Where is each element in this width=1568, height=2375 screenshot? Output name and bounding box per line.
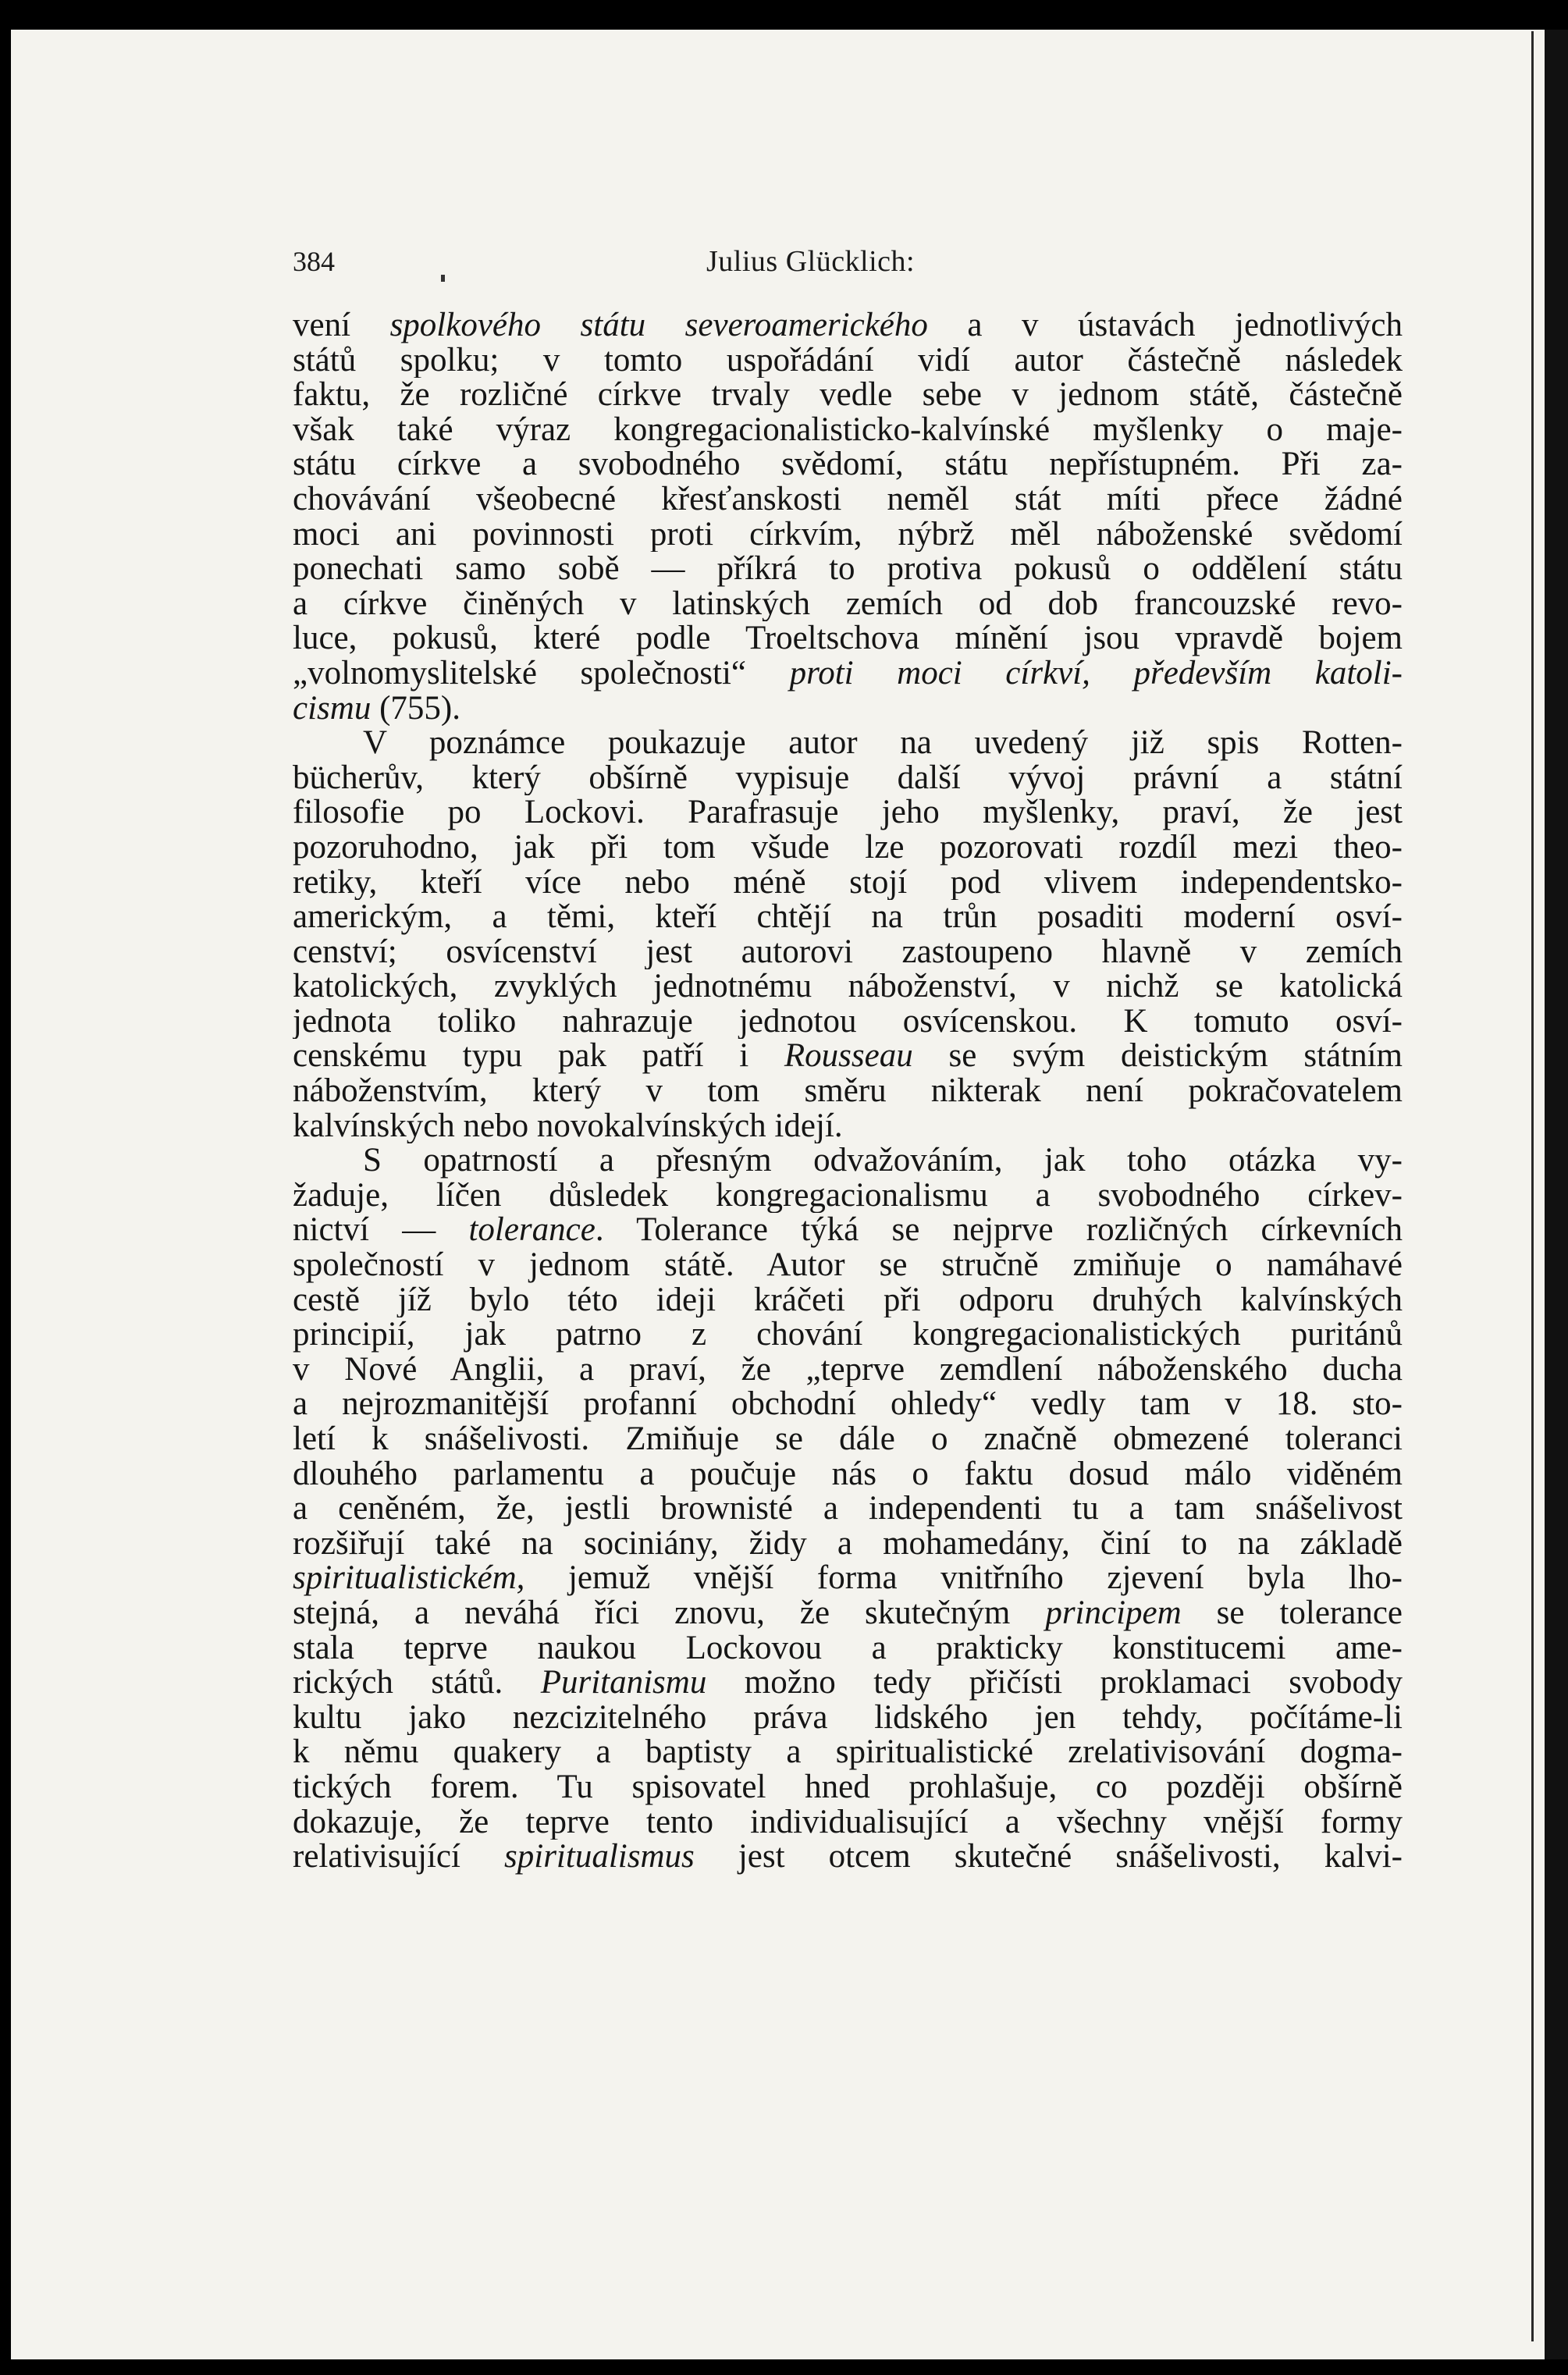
text-span: censkému typu pak patří i — [293, 1039, 784, 1075]
italic-text-span: tolerance — [468, 1213, 596, 1249]
text-line — [293, 1840, 1403, 1875]
text-span: rozšiřují také na sociniány, židy a mohamedány, činí to na základě — [293, 1526, 1403, 1562]
print-mark — [441, 275, 445, 282]
text-line — [293, 1527, 1403, 1562]
text-span: cestě jíž bylo této ideji kráčeti při odporu druhých kalvínských — [293, 1282, 1403, 1318]
text-line — [293, 621, 1403, 656]
text-line — [293, 517, 1403, 553]
text-span: se svým deistickým státním — [912, 1039, 1403, 1075]
text-span: žaduje, líčen důsledek kongregacionalismu a svobodného církev- — [293, 1178, 1403, 1214]
text-line — [293, 1561, 1403, 1596]
text-span: katolických, zvyklých jednotnému náboženství, v nichž se katolická — [293, 969, 1403, 1004]
text-line — [293, 1317, 1403, 1353]
text-span: a nejrozmanitější profanní obchodní ohledy“ vedly tam v 18. sto- — [293, 1387, 1403, 1422]
text-line — [293, 1491, 1403, 1527]
text-line — [293, 900, 1403, 935]
text-line — [293, 830, 1403, 866]
text-span: V poznámce poukazuje autor na uvedený již spis Rotten- — [363, 726, 1403, 761]
text-line — [293, 795, 1403, 830]
text-span: (755). — [371, 691, 460, 727]
text-line — [293, 656, 1403, 692]
text-span: tických forem. Tu spisovatel hned prohlašuje, co později obšírně — [293, 1769, 1403, 1805]
italic-text-span: cismu — [293, 691, 372, 727]
text-line — [293, 1387, 1403, 1422]
text-span: „volnomyslitelské společnosti“ — [293, 656, 790, 692]
text-line — [293, 1666, 1403, 1701]
text-span: v Nové Anglii, a praví, že „teprve zemdlení náboženského ducha — [293, 1352, 1403, 1388]
text-span: faktu, že rozličné církve trvaly vedle sebe v jednom státě, částečně — [293, 378, 1403, 413]
text-span: k němu quakery a baptisty a spiritualistické zrelativisování dogma- — [293, 1735, 1403, 1770]
text-line — [293, 726, 1403, 761]
text-span: vení — [293, 308, 390, 343]
text-span: stala teprve naukou Lockovou a prakticky konstitucemi ame- — [293, 1630, 1403, 1666]
text-span: státu církve a svobodného svědomí, státu nepřístupném. Při za- — [293, 447, 1403, 482]
body-text — [293, 308, 1403, 1875]
italic-text-span: spolkového státu severoamerického — [389, 308, 928, 343]
text-span: ponechati samo sobě — příkrá to protiva pokusů o oddělení státu — [293, 552, 1403, 587]
text-span: retiky, kteří více nebo méně stojí pod vlivem independentsko- — [293, 865, 1403, 901]
text-line — [293, 1004, 1403, 1040]
text-span: dokazuje, že teprve tento individualisující a všechny vnější formy — [293, 1804, 1403, 1840]
text-span: filosofie po Lockovi. Parafrasuje jeho myšlenky, praví, že jest — [293, 795, 1403, 830]
text-span: kalvínských nebo novokalvínských idejí. — [293, 1108, 843, 1144]
scan-edge-strip — [1545, 30, 1568, 2359]
text-line — [293, 1213, 1403, 1248]
text-line — [293, 308, 1403, 343]
text-line — [293, 761, 1403, 796]
text-line — [293, 1179, 1403, 1214]
text-span: rických států. — [293, 1666, 541, 1701]
text-span: a ceněném, že, jestli brownisté a independenti tu a tam snášelivost — [293, 1491, 1403, 1527]
text-span: bücherův, který obšírně vypisuje další vývoj právní a státní — [293, 760, 1403, 796]
italic-text-span: principem — [1045, 1595, 1182, 1631]
italic-text-span: Rousseau — [784, 1039, 913, 1075]
text-line — [293, 1109, 1403, 1144]
text-line — [293, 552, 1403, 587]
text-line — [293, 343, 1403, 379]
page-number: 384 — [293, 246, 335, 277]
text-span: . Tolerance týká se nejprve rozličných církevních — [595, 1213, 1403, 1249]
text-span: relativisující — [293, 1840, 505, 1875]
text-line — [293, 413, 1403, 448]
text-span: chovávání všeobecné křesťanskosti neměl stát míti přece žádné — [293, 482, 1403, 517]
text-line — [293, 866, 1403, 901]
text-span: společností v jednom státě. Autor se stručně zmiňuje o namáhavé — [293, 1248, 1403, 1283]
text-span: luce, pokusů, které podle Troeltschova mínění jsou vpravdě bojem — [293, 621, 1403, 656]
text-line — [293, 1596, 1403, 1631]
text-line — [293, 1701, 1403, 1736]
text-line — [293, 1735, 1403, 1770]
italic-text-span: spiritualistickém, — [293, 1561, 525, 1596]
text-span: a v ústavách jednotlivých — [927, 308, 1403, 343]
text-span: cenství; osvícenství jest autorovi zastoupeno hlavně v zemích — [293, 934, 1403, 970]
text-span: S opatrností a přesným odvažováním, jak toho otázka vy- — [363, 1143, 1403, 1179]
text-span: principií, jak patrno z chování kongregacionalistických puritánů — [293, 1317, 1403, 1353]
text-span: nictví — — [293, 1213, 469, 1249]
text-line — [293, 1805, 1403, 1840]
text-line — [293, 1353, 1403, 1388]
running-head: Julius Glücklich: — [706, 245, 916, 278]
text-line — [293, 1143, 1403, 1179]
text-line — [293, 1074, 1403, 1109]
page-header — [293, 234, 1401, 289]
text-line — [293, 692, 1403, 727]
italic-text-span: spiritualismus — [504, 1840, 695, 1875]
text-span: a církve činěných v latinských zemích od dob francouzské revo- — [293, 586, 1403, 622]
text-line — [293, 1283, 1403, 1318]
text-span: moci ani povinnosti proti církvím, nýbrž měl náboženské svědomí — [293, 517, 1403, 553]
text-span: letí k snášelivosti. Zmiňuje se dále o značně obmezené toleranci — [293, 1422, 1403, 1457]
text-line — [293, 1248, 1403, 1283]
italic-text-span: proti moci církví, především katoli- — [789, 656, 1403, 692]
text-span: pozoruhodno, jak při tom všude lze pozorovati rozdíl mezi theo- — [293, 830, 1403, 866]
text-span: jemuž vnější forma vnitřního zjevení byla lho- — [524, 1561, 1403, 1596]
text-line — [293, 969, 1403, 1004]
text-line — [293, 378, 1403, 413]
text-span: kultu jako nezcizitelného práva lidského jen tehdy, počítáme-li — [293, 1700, 1403, 1736]
text-line — [293, 587, 1403, 622]
text-line — [293, 482, 1403, 517]
text-line — [293, 1631, 1403, 1666]
text-line — [293, 1422, 1403, 1457]
page-edge-line — [1531, 31, 1534, 2341]
text-span: náboženstvím, který v tom směru nikterak není pokračovatelem — [293, 1074, 1403, 1109]
text-span: se tolerance — [1181, 1595, 1403, 1631]
text-line — [293, 1770, 1403, 1805]
text-line — [293, 447, 1403, 482]
text-line — [293, 935, 1403, 970]
text-line — [293, 1039, 1403, 1074]
text-span: stejná, a neváhá říci znovu, že skutečným — [293, 1595, 1046, 1631]
text-span: dlouhého parlamentu a poučuje nás o faktu dosud málo viděném — [293, 1456, 1403, 1492]
text-span: jednota toliko nahrazuje jednotou osvícenskou. K tomuto osví- — [293, 1004, 1403, 1040]
text-span: možno tedy přičísti proklamaci svobody — [706, 1666, 1403, 1701]
italic-text-span: Puritanismu — [540, 1666, 707, 1701]
text-span: jest otcem skutečné snášelivosti, kalvi- — [694, 1840, 1403, 1875]
text-span: americkým, a těmi, kteří chtějí na trůn posaditi moderní osví- — [293, 900, 1403, 935]
text-span: však také výraz kongregacionalisticko-kalvínské myšlenky o maje- — [293, 412, 1403, 448]
text-span: států spolku; v tomto uspořádání vidí autor částečně následek — [293, 343, 1403, 379]
text-line — [293, 1457, 1403, 1492]
